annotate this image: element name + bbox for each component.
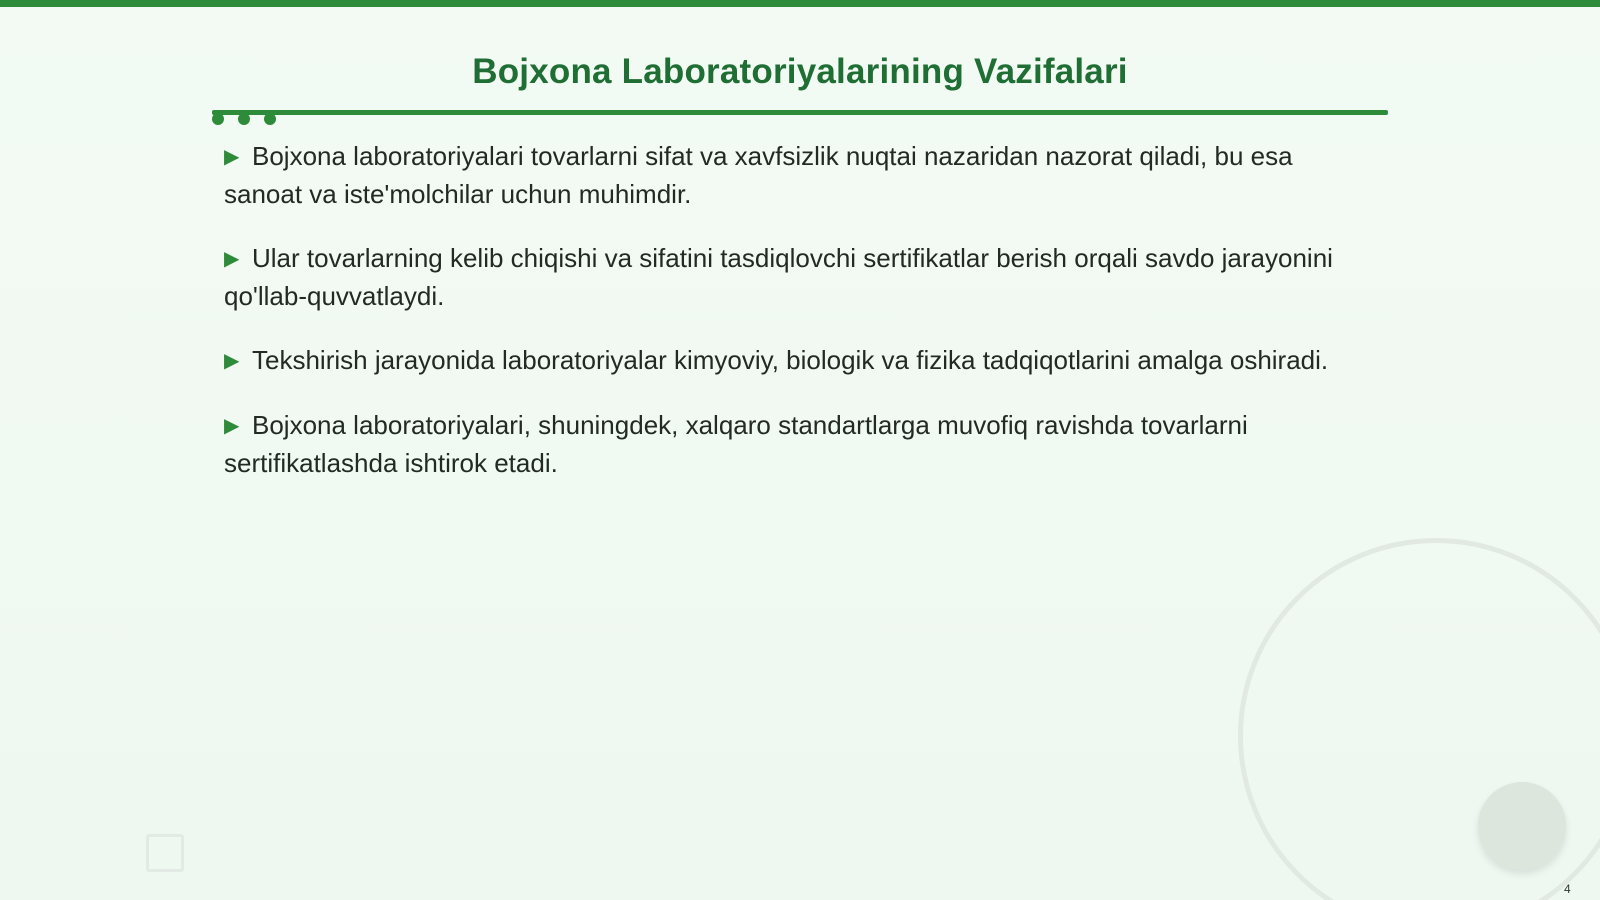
bullet-arrow-icon: ▶ <box>224 350 240 372</box>
bullet-list <box>224 138 1354 509</box>
page-number: 4 <box>1564 882 1571 896</box>
bullet-text: Bojxona laboratoriyalari tovarlarni sifat va xavfsizlik nuqtai nazaridan nazorat qiladi, bu esa sanoat va iste'molchilar uchun muhimdir. <box>224 141 1293 209</box>
title-underline <box>212 110 1388 115</box>
underline-dot <box>238 113 250 125</box>
bullet-text: Tekshirish jarayonida laboratoriyalar kimyoviy, biologik va fizika tadqiqotlarini amalga oshiradi. <box>252 345 1329 375</box>
bullet-arrow-icon: ▶ <box>224 146 240 168</box>
slide-title: Bojxona Laboratoriyalarining Vazifalari <box>472 52 1128 91</box>
decorative-circle <box>1478 782 1566 870</box>
bullet-text: Bojxona laboratoriyalari, shuningdek, xalqaro standartlarga muvofiq ravishda tovarlarni sertifikatlashda ishtirok etadi. <box>224 410 1248 478</box>
bullet-arrow-icon: ▶ <box>224 248 240 270</box>
underline-dot <box>264 113 276 125</box>
top-accent-bar <box>0 0 1600 7</box>
bullet-item <box>224 407 1354 482</box>
bullet-item <box>224 240 1354 315</box>
bullet-text: Ular tovarlarning kelib chiqishi va sifatini tasdiqlovchi sertifikatlar berish orqali savdo jarayonini qo'llab-quvvatlaydi. <box>224 243 1333 311</box>
bullet-item <box>224 342 1354 380</box>
bullet-arrow-icon: ▶ <box>224 415 240 437</box>
bullet-item <box>224 138 1354 213</box>
underline-dot <box>212 113 224 125</box>
decorative-square <box>146 834 184 872</box>
